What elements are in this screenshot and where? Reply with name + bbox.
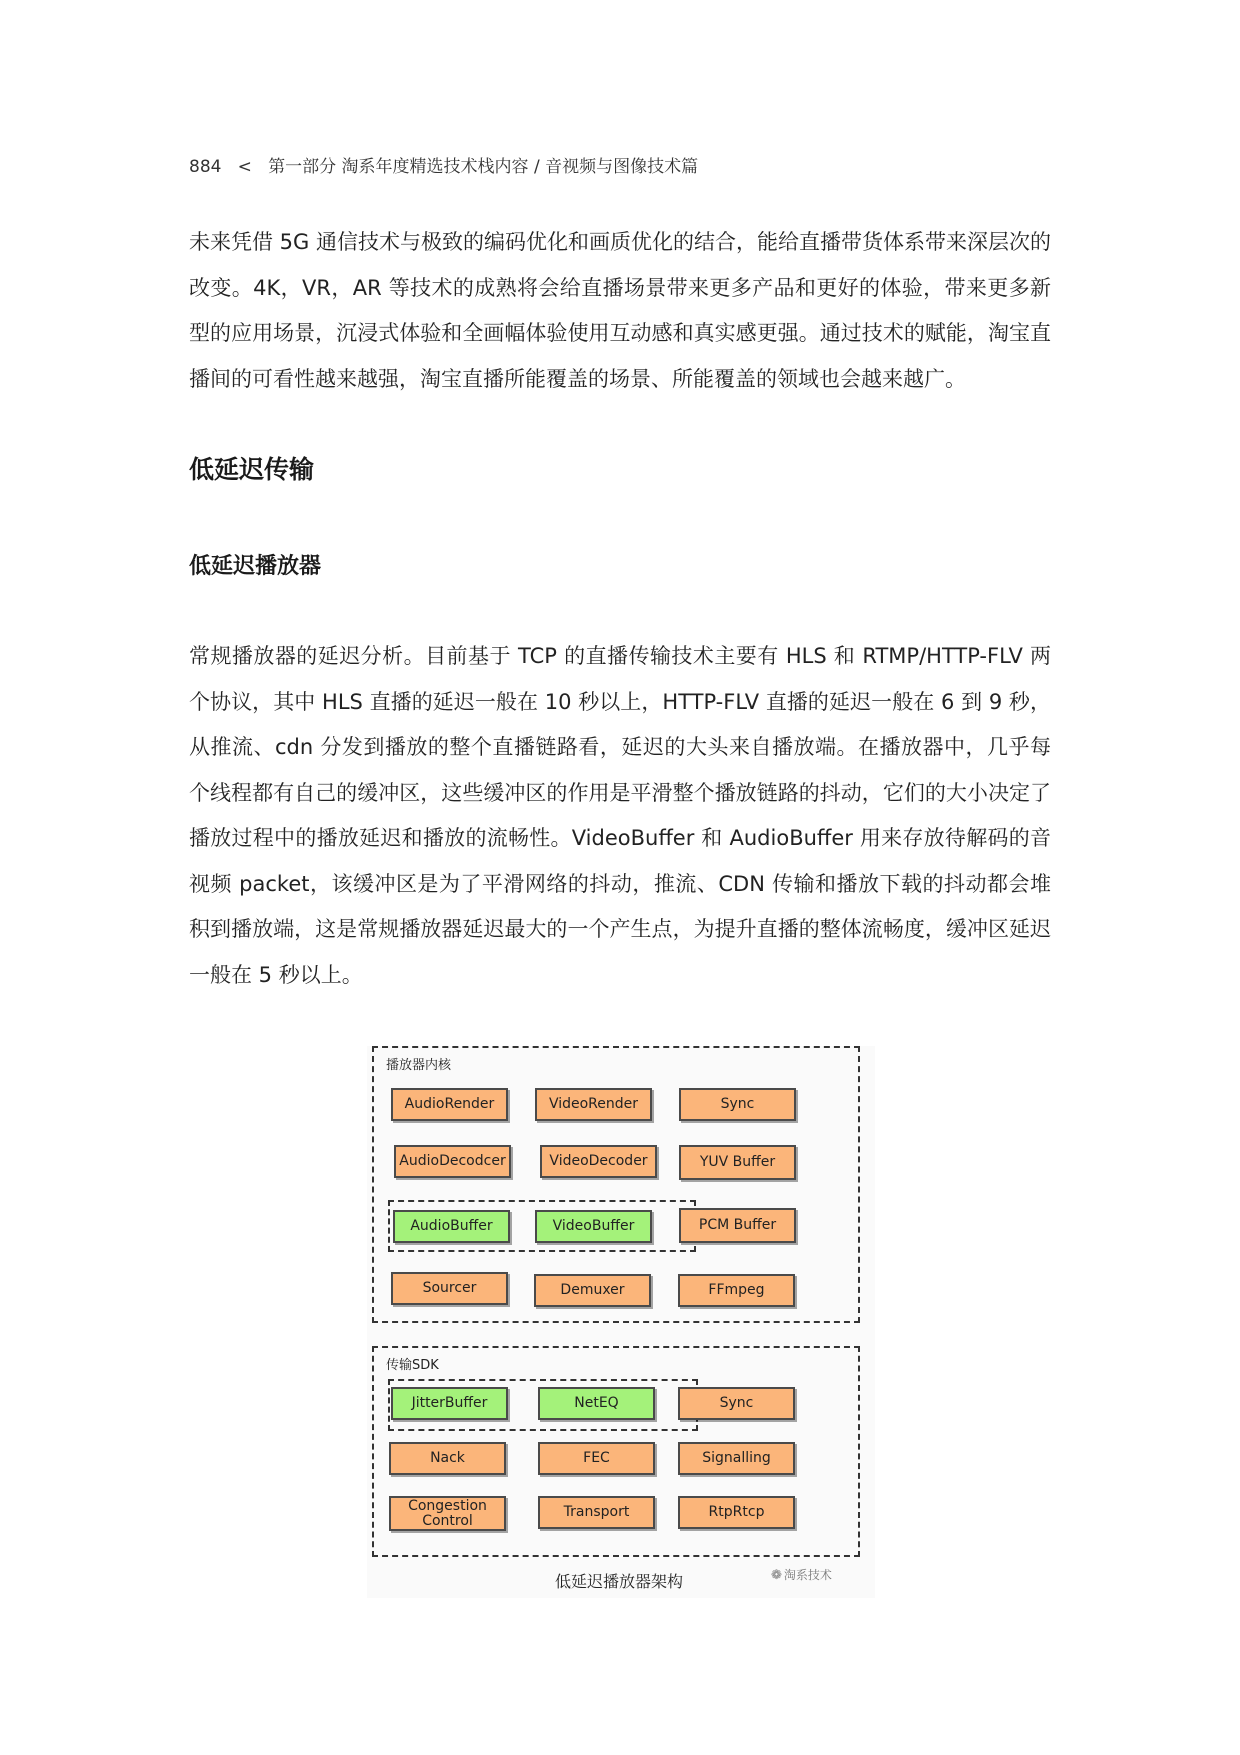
page-number: 884: [189, 157, 222, 177]
audio-render-box: AudioRender: [391, 1088, 508, 1121]
figure-caption: 低延迟播放器架构: [555, 1572, 684, 1591]
architecture-diagram: [367, 1046, 875, 1598]
header-chapter: 音视频与图像技术篇: [545, 157, 699, 177]
rtprtcp-box: RtpRtcp: [678, 1496, 795, 1529]
latency-analysis-paragraph: 常规播放器的延迟分析。目前基于 TCP 的直播传输技术主要有 HLS 和 RTMP/HTTP-FLV 两个协议，其中 HLS 直播的延迟一般在 10 秒以上，HTTP-FLV 直播的延迟一般在 6 到 9 秒，从推流、cdn 分发到播放的整个直播链路看，延迟的大头来自播放端。在播放器中，几乎每个线程都有自己的缓冲区，这些缓冲区的作用是平滑整个播放链路的抖动，它们的大小决定了播放过程中的播放延迟和播放的流畅性。VideoBuffer 和 AudioBuffer 用来存放待解码的音视频 packet，该缓冲区是为了平滑网络的抖动，推流、CDN 传输和播放下载的抖动都会堆积到播放端，这是常规播放器延迟最大的一个产生点，为提升直播的整体流畅度，缓冲区延迟一般在 5 秒以上。: [189, 644, 1051, 987]
video-buffer-box: VideoBuffer: [535, 1210, 652, 1243]
player-core-label: 播放器内核: [386, 1058, 452, 1073]
demuxer-box: Demuxer: [534, 1274, 651, 1307]
subsection-heading: 低延迟播放器: [189, 554, 322, 579]
watermark-text: 淘系技术: [783, 1568, 832, 1582]
header-slash: /: [533, 157, 540, 177]
video-decoder-box: VideoDecoder: [540, 1145, 657, 1178]
fec-box: FEC: [538, 1442, 655, 1475]
congestion-control-box: Congestion Control: [389, 1496, 506, 1531]
header-separator: <: [237, 157, 252, 177]
sync-box: Sync: [679, 1088, 796, 1121]
yuv-buffer-box: YUV Buffer: [679, 1145, 796, 1180]
audio-decoder-box: AudioDecodcer: [394, 1145, 511, 1178]
transport-box: Transport: [538, 1496, 655, 1529]
sourcer-box: Sourcer: [391, 1272, 508, 1305]
pcm-buffer-box: PCM Buffer: [679, 1208, 796, 1243]
player-core-group: [372, 1046, 860, 1323]
watermark: [771, 1566, 832, 1583]
neteq-box: NetEQ: [538, 1387, 655, 1420]
header-book-title: 淘系年度精选技术栈内容: [341, 157, 529, 177]
header-part: 第一部分: [268, 157, 337, 177]
transport-sdk-label: 传输SDK: [386, 1358, 439, 1373]
audio-buffer-box: AudioBuffer: [393, 1210, 510, 1243]
page-header: [189, 152, 698, 177]
wechat-icon: ❁: [771, 1568, 782, 1583]
transport-sdk-group: [372, 1346, 860, 1557]
nack-box: Nack: [389, 1442, 506, 1475]
signalling-box: Signalling: [678, 1442, 795, 1475]
jitter-buffer-box: JitterBuffer: [391, 1387, 508, 1420]
video-render-box: VideoRender: [535, 1088, 652, 1121]
sdk-sync-box: Sync: [678, 1387, 795, 1420]
ffmpeg-box: FFmpeg: [678, 1274, 795, 1307]
intro-paragraph: 未来凭借 5G 通信技术与极致的编码优化和画质优化的结合，能给直播带货体系带来深层次的改变。4K，VR，AR 等技术的成熟将会给直播场景带来更多产品和更好的体验，带来更多新型的应用场景，沉浸式体验和全画幅体验使用互动感和真实感更强。通过技术的赋能，淘宝直播间的可看性越来越强，淘宝直播所能覆盖的场景、所能覆盖的领域也会越来越广。: [189, 230, 1051, 391]
section-heading: 低延迟传输: [189, 455, 315, 484]
